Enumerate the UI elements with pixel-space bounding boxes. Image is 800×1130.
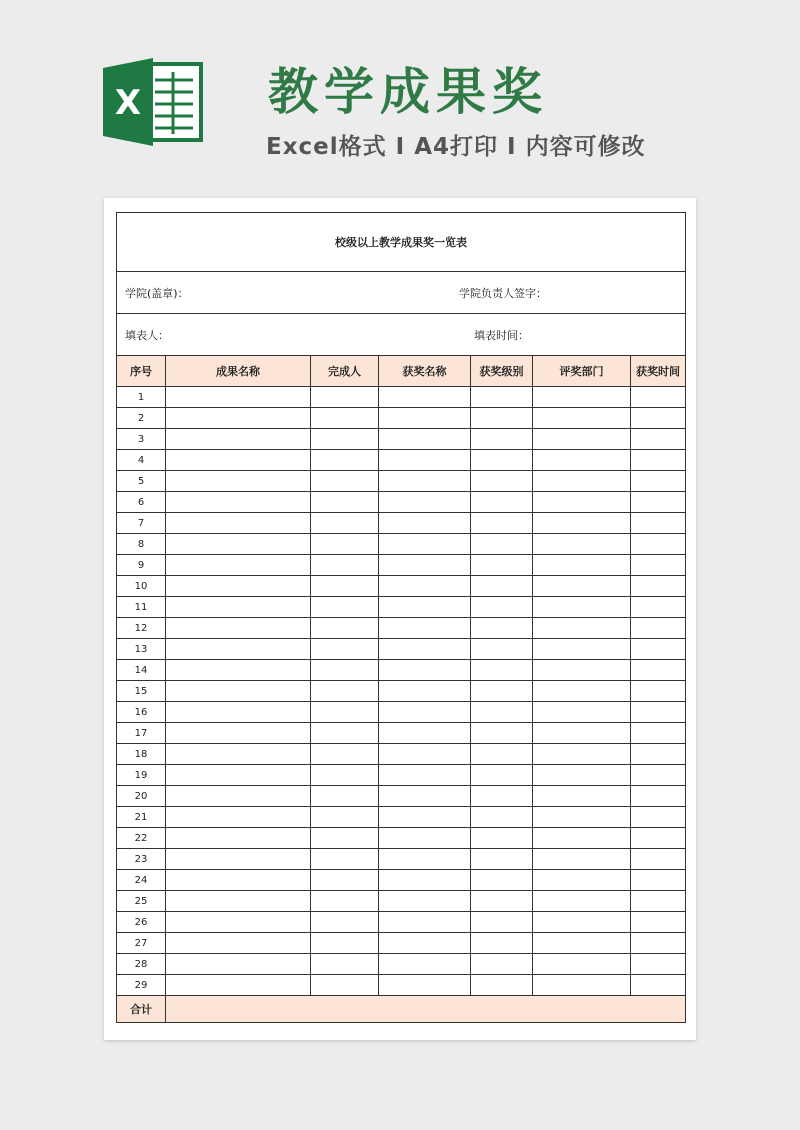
col-header-achievement: 成果名称 xyxy=(166,356,311,387)
table-cell[interactable] xyxy=(533,576,631,597)
row-index-cell: 24 xyxy=(117,870,166,891)
table-row xyxy=(117,492,686,513)
table-cell[interactable] xyxy=(533,492,631,513)
row-index-cell: 2 xyxy=(117,408,166,429)
table-cell[interactable] xyxy=(533,954,631,975)
table-cell[interactable] xyxy=(471,492,533,513)
table-cell[interactable] xyxy=(631,597,686,618)
table-cell[interactable] xyxy=(379,408,471,429)
table-cell[interactable] xyxy=(379,891,471,912)
table-cell[interactable] xyxy=(471,597,533,618)
table-cell[interactable] xyxy=(166,786,311,807)
filler-label: 填表人： xyxy=(125,328,169,342)
table-row xyxy=(117,912,686,933)
table-cell[interactable] xyxy=(471,429,533,450)
table-cell[interactable] xyxy=(311,765,379,786)
table-cell[interactable] xyxy=(166,492,311,513)
table-cell[interactable] xyxy=(379,429,471,450)
table-cell[interactable] xyxy=(533,513,631,534)
table-cell[interactable] xyxy=(533,744,631,765)
row-index-cell: 1 xyxy=(117,387,166,408)
table-cell[interactable] xyxy=(166,429,311,450)
table-cell[interactable] xyxy=(166,639,311,660)
table-cell[interactable] xyxy=(166,765,311,786)
table-cell[interactable] xyxy=(471,849,533,870)
table-cell[interactable] xyxy=(471,534,533,555)
table-cell[interactable] xyxy=(471,639,533,660)
table-cell[interactable] xyxy=(471,387,533,408)
table-row xyxy=(117,597,686,618)
meta-row-college xyxy=(117,272,686,314)
table-cell[interactable] xyxy=(379,807,471,828)
table-row xyxy=(117,702,686,723)
table-cell[interactable] xyxy=(631,576,686,597)
row-index-cell: 26 xyxy=(117,912,166,933)
row-index-cell: 13 xyxy=(117,639,166,660)
table-cell[interactable] xyxy=(533,870,631,891)
table-cell[interactable] xyxy=(533,450,631,471)
table-cell[interactable] xyxy=(533,429,631,450)
table-cell[interactable] xyxy=(533,891,631,912)
total-value-cell[interactable] xyxy=(166,996,686,1023)
table-cell[interactable] xyxy=(379,954,471,975)
total-row xyxy=(117,996,686,1023)
table-cell[interactable] xyxy=(533,618,631,639)
column-header-row xyxy=(117,356,686,387)
table-cell[interactable] xyxy=(166,933,311,954)
table-cell[interactable] xyxy=(166,870,311,891)
table-cell[interactable] xyxy=(311,975,379,996)
row-index-cell: 11 xyxy=(117,597,166,618)
table-row xyxy=(117,849,686,870)
table-row xyxy=(117,786,686,807)
table-cell[interactable] xyxy=(533,534,631,555)
table-row xyxy=(117,555,686,576)
table-cell[interactable] xyxy=(166,660,311,681)
table-cell[interactable] xyxy=(471,891,533,912)
table-cell[interactable] xyxy=(166,450,311,471)
table-cell[interactable] xyxy=(631,660,686,681)
table-cell[interactable] xyxy=(471,513,533,534)
table-row xyxy=(117,891,686,912)
table-cell[interactable] xyxy=(311,933,379,954)
table-cell[interactable] xyxy=(311,702,379,723)
table-cell[interactable] xyxy=(166,681,311,702)
col-header-award-name: 获奖名称 xyxy=(379,356,471,387)
col-header-department: 评奖部门 xyxy=(533,356,631,387)
row-index-cell: 23 xyxy=(117,849,166,870)
table-cell[interactable] xyxy=(166,702,311,723)
table-cell[interactable] xyxy=(471,933,533,954)
table-cell[interactable] xyxy=(631,723,686,744)
spreadsheet-sheet xyxy=(104,198,696,1040)
row-index-cell: 22 xyxy=(117,828,166,849)
table-row xyxy=(117,975,686,996)
table-row xyxy=(117,807,686,828)
table-cell[interactable] xyxy=(311,870,379,891)
table-cell[interactable] xyxy=(311,912,379,933)
row-index-cell: 28 xyxy=(117,954,166,975)
table-cell[interactable] xyxy=(311,786,379,807)
table-row xyxy=(117,828,686,849)
table-cell[interactable] xyxy=(471,765,533,786)
row-index-cell: 10 xyxy=(117,576,166,597)
table-cell[interactable] xyxy=(471,471,533,492)
table-cell[interactable] xyxy=(471,450,533,471)
table-cell[interactable] xyxy=(379,513,471,534)
table-cell[interactable] xyxy=(533,828,631,849)
table-cell[interactable] xyxy=(379,471,471,492)
table-cell[interactable] xyxy=(533,849,631,870)
table-cell[interactable] xyxy=(311,891,379,912)
table-cell[interactable] xyxy=(533,912,631,933)
table-cell[interactable] xyxy=(471,681,533,702)
table-cell[interactable] xyxy=(533,597,631,618)
table-cell[interactable] xyxy=(631,639,686,660)
row-index-cell: 17 xyxy=(117,723,166,744)
table-cell[interactable] xyxy=(631,849,686,870)
table-cell[interactable] xyxy=(471,912,533,933)
table-row xyxy=(117,618,686,639)
table-cell[interactable] xyxy=(379,870,471,891)
table-cell[interactable] xyxy=(471,807,533,828)
table-cell[interactable] xyxy=(311,723,379,744)
table-row xyxy=(117,765,686,786)
table-cell[interactable] xyxy=(379,660,471,681)
table-cell[interactable] xyxy=(311,744,379,765)
table-cell[interactable] xyxy=(379,933,471,954)
table-cell[interactable] xyxy=(166,576,311,597)
table-cell[interactable] xyxy=(631,387,686,408)
table-cell[interactable] xyxy=(631,786,686,807)
table-cell[interactable] xyxy=(471,408,533,429)
table-cell[interactable] xyxy=(379,786,471,807)
table-cell[interactable] xyxy=(533,639,631,660)
table-cell[interactable] xyxy=(379,744,471,765)
row-index-cell: 16 xyxy=(117,702,166,723)
table-cell[interactable] xyxy=(631,828,686,849)
table-cell[interactable] xyxy=(311,639,379,660)
table-cell[interactable] xyxy=(166,828,311,849)
table-row xyxy=(117,450,686,471)
table-cell[interactable] xyxy=(311,681,379,702)
table-cell[interactable] xyxy=(166,471,311,492)
table-row xyxy=(117,744,686,765)
row-index-cell: 3 xyxy=(117,429,166,450)
table-cell[interactable] xyxy=(631,702,686,723)
table-cell[interactable] xyxy=(311,387,379,408)
col-header-award-level: 获奖级别 xyxy=(471,356,533,387)
table-row xyxy=(117,534,686,555)
table-cell[interactable] xyxy=(311,429,379,450)
table-cell[interactable] xyxy=(166,597,311,618)
table-cell[interactable] xyxy=(379,387,471,408)
table-cell[interactable] xyxy=(379,534,471,555)
table-cell[interactable] xyxy=(631,429,686,450)
col-header-award-time: 获奖时间 xyxy=(631,356,686,387)
table-row xyxy=(117,870,686,891)
table-row xyxy=(117,681,686,702)
table-cell[interactable] xyxy=(311,492,379,513)
table-cell[interactable] xyxy=(471,975,533,996)
table-cell[interactable] xyxy=(631,975,686,996)
col-header-completer: 完成人 xyxy=(311,356,379,387)
table-cell[interactable] xyxy=(311,534,379,555)
table-cell[interactable] xyxy=(471,786,533,807)
table-cell[interactable] xyxy=(631,513,686,534)
table-cell[interactable] xyxy=(471,576,533,597)
table-row xyxy=(117,723,686,744)
table-cell[interactable] xyxy=(166,807,311,828)
sheet-title: 校级以上教学成果奖一览表 xyxy=(117,213,686,272)
table-cell[interactable] xyxy=(379,450,471,471)
table-row xyxy=(117,660,686,681)
table-cell[interactable] xyxy=(631,870,686,891)
table-row xyxy=(117,639,686,660)
award-table xyxy=(116,212,686,1023)
table-cell[interactable] xyxy=(533,723,631,744)
table-cell[interactable] xyxy=(166,912,311,933)
row-index-cell: 12 xyxy=(117,618,166,639)
table-cell[interactable] xyxy=(533,786,631,807)
table-cell[interactable] xyxy=(533,975,631,996)
table-cell[interactable] xyxy=(533,387,631,408)
table-cell[interactable] xyxy=(311,471,379,492)
table-cell[interactable] xyxy=(166,408,311,429)
table-cell[interactable] xyxy=(471,723,533,744)
table-row xyxy=(117,576,686,597)
table-cell[interactable] xyxy=(166,744,311,765)
table-cell[interactable] xyxy=(471,870,533,891)
table-cell[interactable] xyxy=(631,681,686,702)
table-row xyxy=(117,471,686,492)
college-seal-label: 学院(盖章)： xyxy=(125,286,189,300)
table-row xyxy=(117,429,686,450)
table-cell[interactable] xyxy=(311,828,379,849)
table-cell[interactable] xyxy=(631,912,686,933)
table-row xyxy=(117,954,686,975)
table-cell[interactable] xyxy=(631,471,686,492)
table-cell[interactable] xyxy=(166,513,311,534)
row-index-cell: 4 xyxy=(117,450,166,471)
table-cell[interactable] xyxy=(379,702,471,723)
head-signature-label: 学院负责人签字： xyxy=(459,286,547,300)
table-cell[interactable] xyxy=(631,408,686,429)
table-cell[interactable] xyxy=(379,765,471,786)
table-cell[interactable] xyxy=(311,450,379,471)
table-cell[interactable] xyxy=(631,618,686,639)
row-index-cell: 15 xyxy=(117,681,166,702)
row-index-cell: 21 xyxy=(117,807,166,828)
table-cell[interactable] xyxy=(631,954,686,975)
table-cell[interactable] xyxy=(533,765,631,786)
table-cell[interactable] xyxy=(533,660,631,681)
col-header-index: 序号 xyxy=(117,356,166,387)
table-cell[interactable] xyxy=(631,450,686,471)
row-index-cell: 25 xyxy=(117,891,166,912)
table-cell[interactable] xyxy=(379,912,471,933)
row-index-cell: 18 xyxy=(117,744,166,765)
table-cell[interactable] xyxy=(533,555,631,576)
logo-letter: X xyxy=(114,83,142,123)
row-index-cell: 27 xyxy=(117,933,166,954)
table-cell[interactable] xyxy=(471,618,533,639)
table-cell[interactable] xyxy=(166,975,311,996)
table-cell[interactable] xyxy=(311,849,379,870)
table-cell[interactable] xyxy=(311,576,379,597)
table-cell[interactable] xyxy=(311,660,379,681)
table-cell[interactable] xyxy=(471,954,533,975)
table-cell[interactable] xyxy=(166,891,311,912)
row-index-cell: 6 xyxy=(117,492,166,513)
table-cell[interactable] xyxy=(533,681,631,702)
table-cell[interactable] xyxy=(471,660,533,681)
row-index-cell: 29 xyxy=(117,975,166,996)
table-cell[interactable] xyxy=(311,954,379,975)
table-cell[interactable] xyxy=(311,618,379,639)
table-cell[interactable] xyxy=(379,639,471,660)
row-index-cell: 9 xyxy=(117,555,166,576)
table-cell[interactable] xyxy=(311,555,379,576)
table-row xyxy=(117,513,686,534)
table-cell[interactable] xyxy=(533,471,631,492)
table-cell[interactable] xyxy=(311,513,379,534)
meta-row-filler xyxy=(117,314,686,356)
table-cell[interactable] xyxy=(379,849,471,870)
row-index-cell: 20 xyxy=(117,786,166,807)
table-cell[interactable] xyxy=(533,408,631,429)
excel-logo-icon xyxy=(103,58,203,146)
table-cell[interactable] xyxy=(631,555,686,576)
table-cell[interactable] xyxy=(471,828,533,849)
table-cell[interactable] xyxy=(631,534,686,555)
table-cell[interactable] xyxy=(166,954,311,975)
table-cell[interactable] xyxy=(471,744,533,765)
table-cell[interactable] xyxy=(379,555,471,576)
table-cell[interactable] xyxy=(379,576,471,597)
table-cell[interactable] xyxy=(379,723,471,744)
table-cell[interactable] xyxy=(379,828,471,849)
row-index-cell: 19 xyxy=(117,765,166,786)
table-cell[interactable] xyxy=(166,534,311,555)
table-cell[interactable] xyxy=(166,387,311,408)
hero-title: 教学成果奖 xyxy=(268,63,548,121)
table-row xyxy=(117,387,686,408)
row-index-cell: 5 xyxy=(117,471,166,492)
table-cell[interactable] xyxy=(533,933,631,954)
table-cell[interactable] xyxy=(379,597,471,618)
table-cell[interactable] xyxy=(533,702,631,723)
table-cell[interactable] xyxy=(471,702,533,723)
table-cell[interactable] xyxy=(533,807,631,828)
fill-time-label: 填表时间： xyxy=(474,328,529,342)
row-index-cell: 14 xyxy=(117,660,166,681)
row-index-cell: 8 xyxy=(117,534,166,555)
table-cell[interactable] xyxy=(631,492,686,513)
table-cell[interactable] xyxy=(311,807,379,828)
table-cell[interactable] xyxy=(631,807,686,828)
hero-subtitle: Excel格式 I A4打印 I 内容可修改 xyxy=(266,134,646,160)
table-cell[interactable] xyxy=(471,555,533,576)
table-cell[interactable] xyxy=(379,618,471,639)
total-label: 合计 xyxy=(117,996,166,1023)
row-index-cell: 7 xyxy=(117,513,166,534)
table-cell[interactable] xyxy=(311,408,379,429)
table-cell[interactable] xyxy=(379,492,471,513)
table-cell[interactable] xyxy=(311,597,379,618)
table-cell[interactable] xyxy=(379,681,471,702)
table-cell[interactable] xyxy=(166,723,311,744)
table-cell[interactable] xyxy=(166,618,311,639)
table-cell[interactable] xyxy=(166,555,311,576)
table-cell[interactable] xyxy=(631,891,686,912)
table-cell[interactable] xyxy=(631,933,686,954)
table-row xyxy=(117,933,686,954)
table-cell[interactable] xyxy=(631,744,686,765)
table-cell[interactable] xyxy=(166,849,311,870)
table-row xyxy=(117,408,686,429)
table-cell[interactable] xyxy=(631,765,686,786)
table-cell[interactable] xyxy=(379,975,471,996)
